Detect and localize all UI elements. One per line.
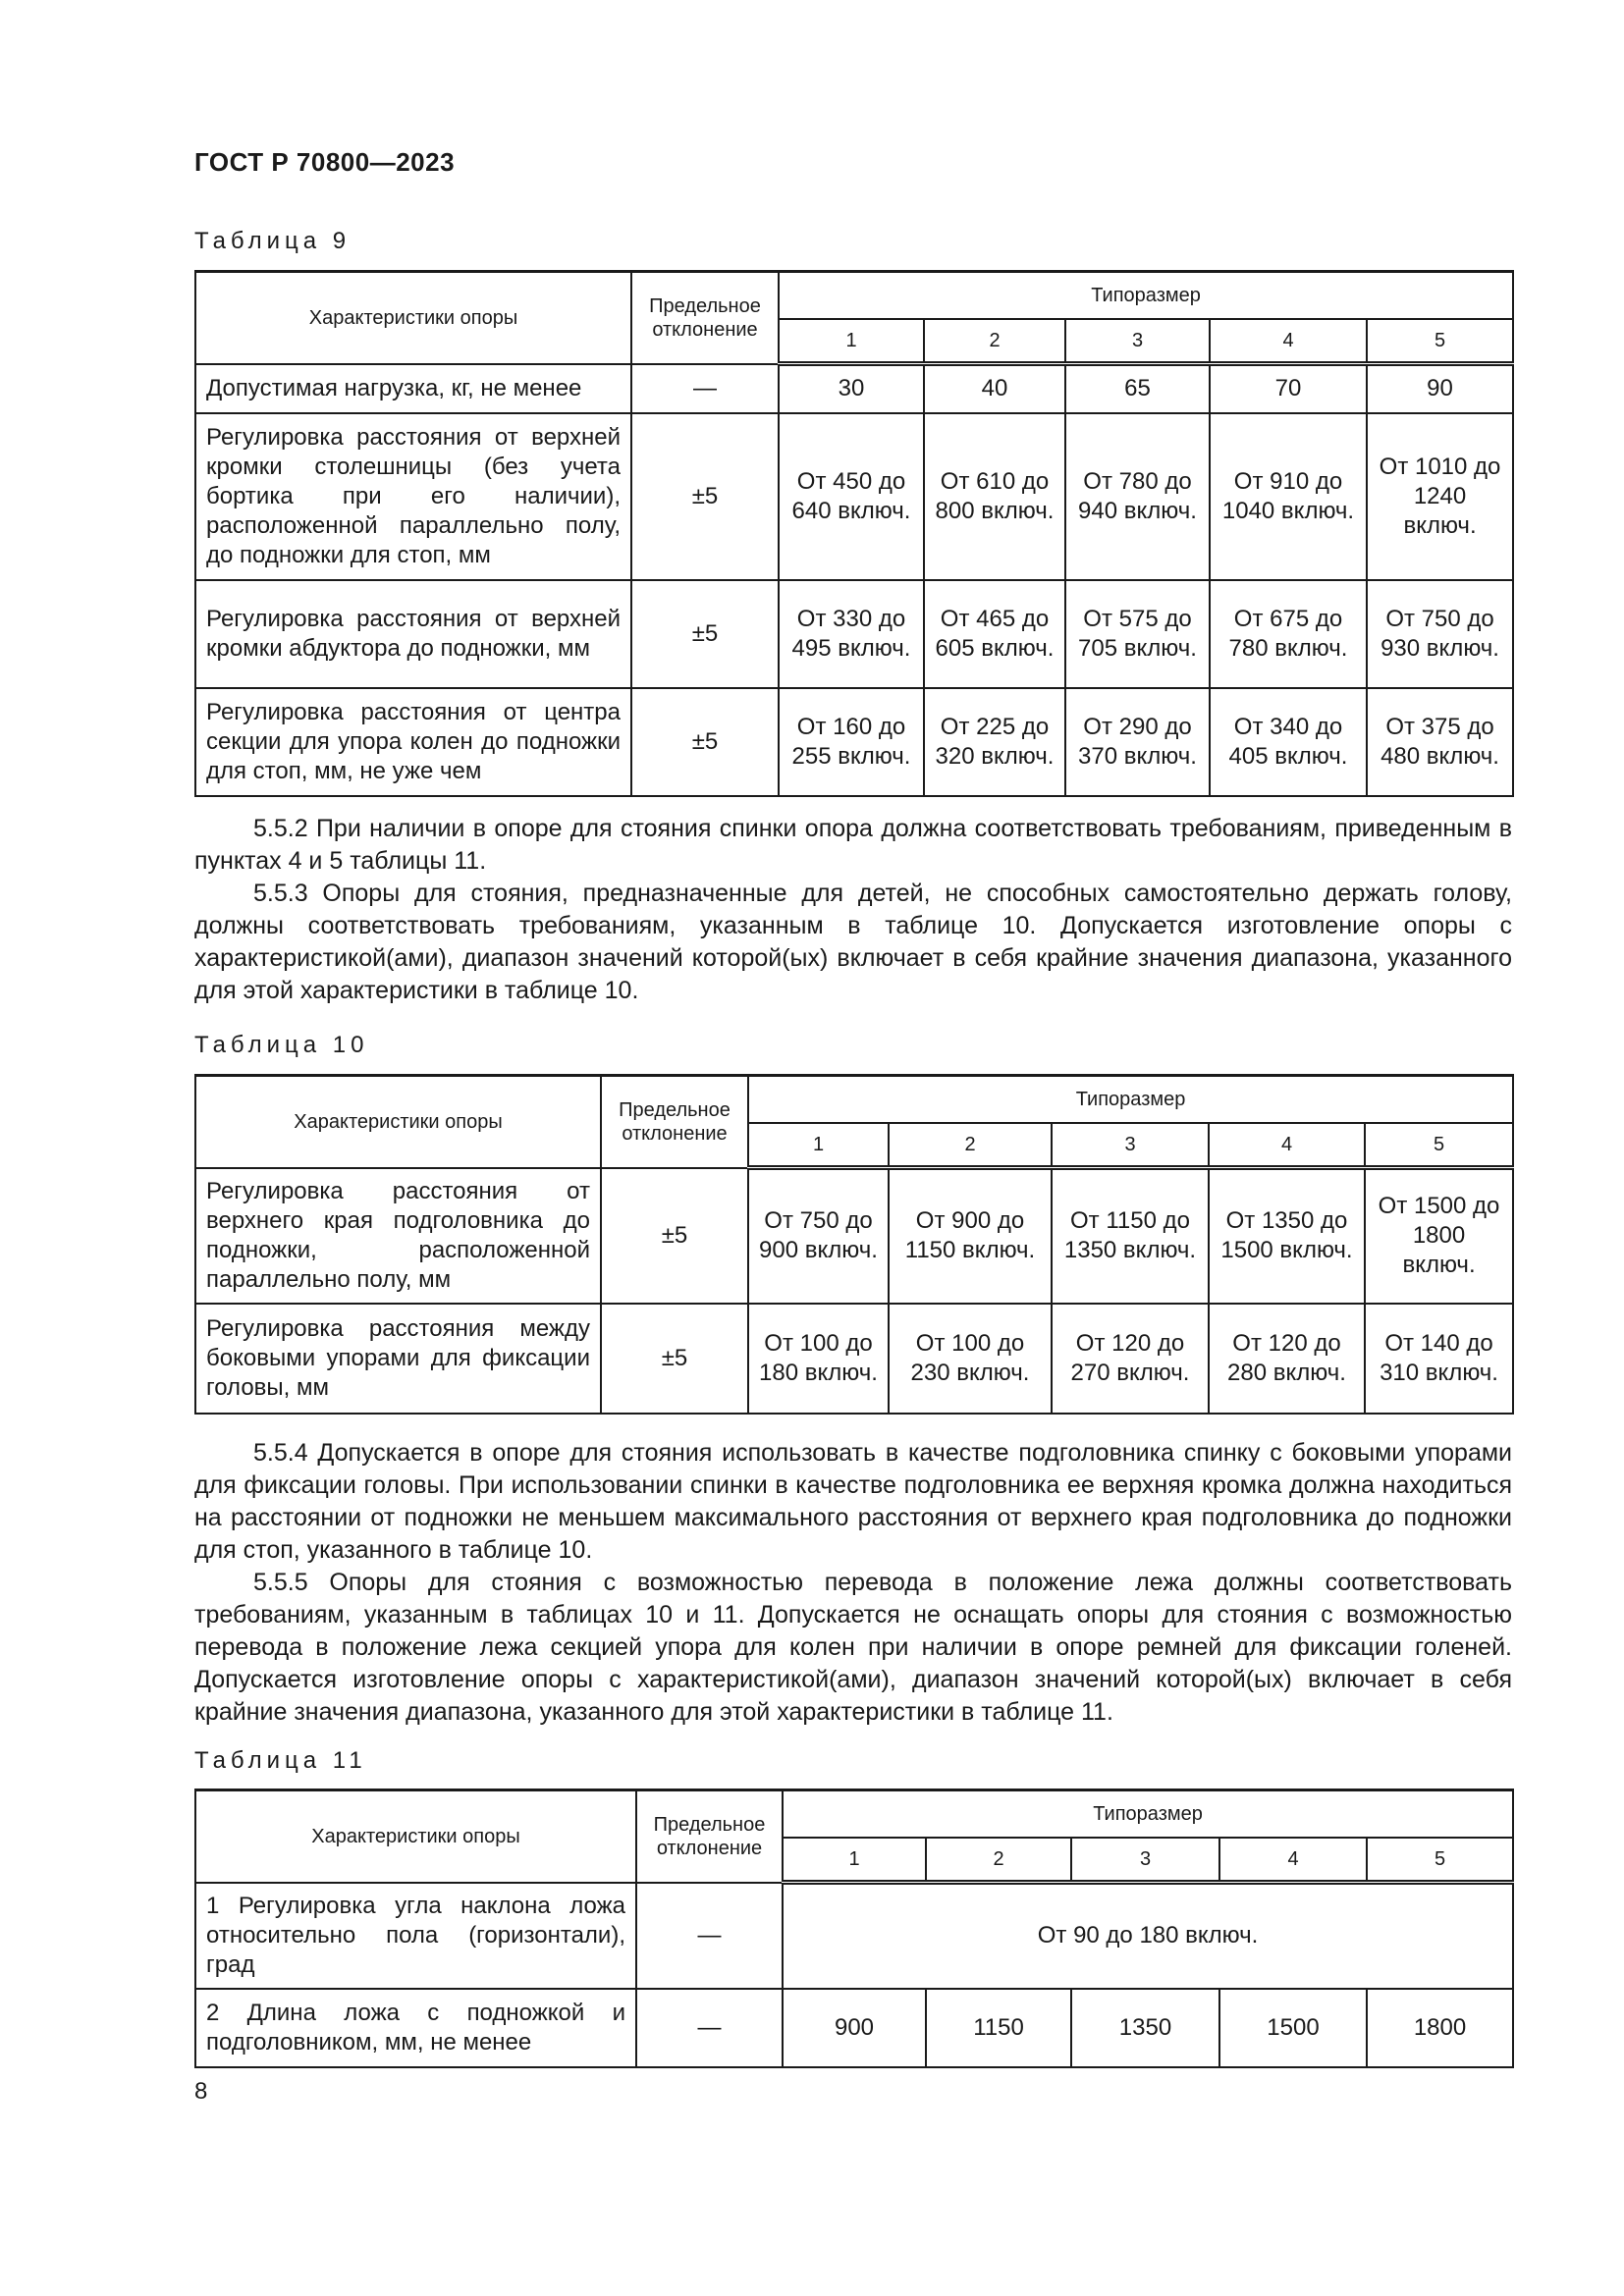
table9-row3-value-2: От 465 до 605 включ.	[924, 580, 1065, 688]
table9-row4-value-4: От 340 до 405 включ.	[1210, 688, 1367, 796]
table9-row4-deviation: ±5	[631, 688, 779, 796]
table11-row2-value-5: 1800	[1367, 1989, 1513, 2067]
table9-row1-label: Допустимая нагрузка, кг, не менее	[195, 364, 631, 413]
table9-size-2: 2	[924, 319, 1065, 364]
page-number: 8	[194, 2078, 208, 2105]
table9-row1-value-4: 70	[1210, 364, 1367, 413]
table9-size-5: 5	[1367, 319, 1513, 364]
table10-row1-label: Регулировка расстояния от верхнего края подголовника до подножки, расположенной параллельно полу, мм	[195, 1168, 601, 1304]
table9-row1-value-2: 40	[924, 364, 1065, 413]
table9-header-deviation: Предельное отклонение	[631, 272, 779, 364]
table10-row1-value-1: От 750 до 900 включ.	[748, 1168, 889, 1304]
table9-size-1: 1	[779, 319, 924, 364]
table10-row1-deviation: ±5	[601, 1168, 748, 1304]
table10-row1-value-5: От 1500 до 1800 включ.	[1365, 1168, 1513, 1304]
table9-row3-label: Регулировка расстояния от верхней кромки абдуктора до подножки, мм	[195, 580, 631, 688]
table9-row2-deviation: ±5	[631, 413, 779, 580]
table11-header-characteristic: Характеристики опоры	[195, 1790, 636, 1883]
table-row	[195, 1989, 1513, 2067]
table9-row2-value-5: От 1010 до 1240 включ.	[1367, 413, 1513, 580]
table11-row1-deviation: —	[636, 1883, 783, 1989]
table10-header-deviation: Предельное отклонение	[601, 1076, 748, 1168]
table11-row1-merged-value: От 90 до 180 включ.	[783, 1883, 1513, 1989]
table10-header-characteristic: Характеристики опоры	[195, 1076, 601, 1168]
paragraph-5-5-2: 5.5.2 При наличии в опоре для стояния спинки опора должна соответствовать требованиям, приведенным в пунктах 4 и 5 таблицы 11.	[194, 815, 1512, 875]
table10-header-size: Типоразмер	[748, 1076, 1513, 1123]
table11-row2-deviation: —	[636, 1989, 783, 2067]
table9-size-4: 4	[1210, 319, 1367, 364]
table11-size-3: 3	[1071, 1838, 1219, 1883]
table10-size-5: 5	[1365, 1123, 1513, 1168]
table10-size-3: 3	[1052, 1123, 1209, 1168]
table9-row2-label: Регулировка расстояния от верхней кромки столешницы (без учета бортика при его наличии), расположенной параллельно полу, до подножки для стоп, мм	[195, 413, 631, 580]
table10-row2-value-5: От 140 до 310 включ.	[1365, 1304, 1513, 1414]
table10-row2-label: Регулировка расстояния между боковыми упорами для фиксации головы, мм	[195, 1304, 601, 1414]
table9-row2-value-1: От 450 до 640 включ.	[779, 413, 924, 580]
table11	[194, 1789, 1514, 2068]
table-row	[195, 580, 1513, 688]
table9-size-3: 3	[1065, 319, 1210, 364]
paragraphs-block-2	[194, 1437, 1512, 1729]
table9-row1-value-1: 30	[779, 364, 924, 413]
table10-caption: Таблица 10	[194, 1032, 369, 1058]
table9-row1-value-5: 90	[1367, 364, 1513, 413]
table11-row2-label: 2 Длина ложа с подножкой и подголовником, мм, не менее	[195, 1989, 636, 2067]
table10-row2-value-3: От 120 до 270 включ.	[1052, 1304, 1209, 1414]
table9-row3-value-4: От 675 до 780 включ.	[1210, 580, 1367, 688]
table9-row4-value-5: От 375 до 480 включ.	[1367, 688, 1513, 796]
table10-row1-value-2: От 900 до 1150 включ.	[889, 1168, 1052, 1304]
table11-size-2: 2	[926, 1838, 1071, 1883]
table9-row1-value-3: 65	[1065, 364, 1210, 413]
table11-size-5: 5	[1367, 1838, 1513, 1883]
table9-row4-value-3: От 290 до 370 включ.	[1065, 688, 1210, 796]
table10-size-4: 4	[1209, 1123, 1365, 1168]
table10-row2-deviation: ±5	[601, 1304, 748, 1414]
table10-size-1: 1	[748, 1123, 889, 1168]
table9-row2-value-4: От 910 до 1040 включ.	[1210, 413, 1367, 580]
table11-row2-value-2: 1150	[926, 1989, 1071, 2067]
table9-row4-value-2: От 225 до 320 включ.	[924, 688, 1065, 796]
table11-row1-label: 1 Регулировка угла наклона ложа относительно пола (горизонтали), град	[195, 1883, 636, 1989]
table11-size-1: 1	[783, 1838, 926, 1883]
table11-header-size: Типоразмер	[783, 1790, 1513, 1838]
table11-caption: Таблица 11	[194, 1747, 367, 1774]
table11-header-deviation: Предельное отклонение	[636, 1790, 783, 1883]
table-row	[195, 1168, 1513, 1304]
table9-row1-deviation: —	[631, 364, 779, 413]
table9-row3-value-1: От 330 до 495 включ.	[779, 580, 924, 688]
table9-header-characteristic: Характеристики опоры	[195, 272, 631, 364]
table9-row4-value-1: От 160 до 255 включ.	[779, 688, 924, 796]
table10-row2-value-4: От 120 до 280 включ.	[1209, 1304, 1365, 1414]
table11-size-4: 4	[1219, 1838, 1367, 1883]
table9-row3-value-3: От 575 до 705 включ.	[1065, 580, 1210, 688]
page-header-title: ГОСТ Р 70800—2023	[194, 147, 456, 177]
table10-row1-value-3: От 1150 до 1350 включ.	[1052, 1168, 1209, 1304]
table10-size-2: 2	[889, 1123, 1052, 1168]
table9-row4-label: Регулировка расстояния от центра секции для упора колен до подножки для стоп, мм, не уже чем	[195, 688, 631, 796]
table9-row3-deviation: ±5	[631, 580, 779, 688]
table11-row2-value-4: 1500	[1219, 1989, 1367, 2067]
paragraph-5-5-3: 5.5.3 Опоры для стояния, предназначенные для детей, не способных самостоятельно держать голову, должны соответствовать требованиям, указанным в таблице 10. Допускается изготовление опоры с характеристикой(ами), диапазон значений которой(ых) включает в себя крайние значения диапазона, указанного для этой характеристики в таблице 10.	[194, 880, 1512, 1004]
table10-row2-value-2: От 100 до 230 включ.	[889, 1304, 1052, 1414]
table9-row2-value-2: От 610 до 800 включ.	[924, 413, 1065, 580]
table-row	[195, 688, 1513, 796]
table9-caption: Таблица 9	[194, 228, 352, 254]
table-row	[195, 364, 1513, 413]
table9-header-size: Типоразмер	[779, 272, 1513, 319]
table10	[194, 1074, 1514, 1415]
table10-row1-value-4: От 1350 до 1500 включ.	[1209, 1168, 1365, 1304]
table-row	[195, 1883, 1513, 1989]
table11-row2-value-1: 900	[783, 1989, 926, 2067]
table11-row2-value-3: 1350	[1071, 1989, 1219, 2067]
table-row	[195, 1304, 1513, 1414]
table9-row3-value-5: От 750 до 930 включ.	[1367, 580, 1513, 688]
paragraph-5-5-5: 5.5.5 Опоры для стояния с возможностью перевода в положение лежа должны соответствовать требованиям, указанным в таблицах 10 и 11. Допускается не оснащать опоры для стояния с возможностью перевода в положение лежа секцией упора для колен при наличии в опоре ремней для фиксации голеней. Допускается изготовление опоры с характеристикой(ами), диапазон значений которой(ых) включает в себя крайние значения диапазона, указанного для этой характеристики в таблице 11.	[194, 1569, 1512, 1726]
table9	[194, 270, 1514, 797]
paragraphs-block-1	[194, 813, 1512, 1007]
table10-row2-value-1: От 100 до 180 включ.	[748, 1304, 889, 1414]
table9-row2-value-3: От 780 до 940 включ.	[1065, 413, 1210, 580]
paragraph-5-5-4: 5.5.4 Допускается в опоре для стояния использовать в качестве подголовника спинку с боковыми упорами для фиксации головы. При использовании спинки в качестве подголовника ее верхняя кромка должна находиться на расстоянии от подножки не меньшем максимального расстояния от верхнего края подголовника до подножки для стоп, указанного в таблице 10.	[194, 1439, 1512, 1564]
table-row	[195, 413, 1513, 580]
